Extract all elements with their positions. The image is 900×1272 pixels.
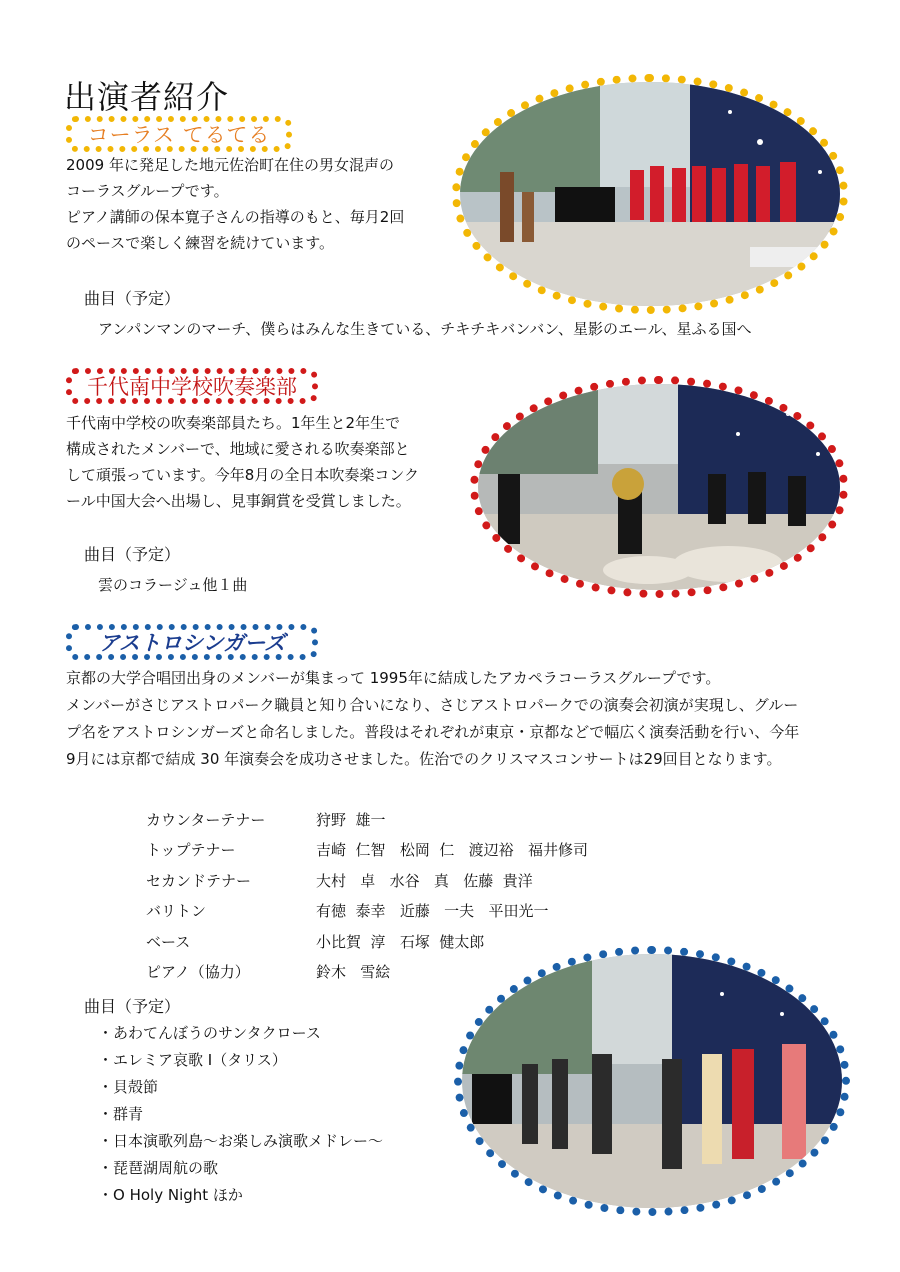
- section-heading-chorus-teruteru: [66, 116, 292, 152]
- page-title: 出演者紹介: [64, 78, 230, 116]
- member-row: [146, 896, 588, 927]
- member-row: [146, 926, 588, 957]
- member-names: 吉崎 仁智 松岡 仁 渡辺裕 福井修司: [316, 841, 588, 860]
- description-line: 京都の大学合唱団出身のメンバーが集まって 1995年に結成したアカペラコーラスグループです。: [66, 669, 721, 687]
- program-list: アンパンマンのマーチ、僕らはみんな生きている、チキチキバンバン、星影のエール、星ふる国へ: [98, 320, 752, 338]
- section-heading-astro-singers: [66, 624, 318, 660]
- astro-singers-photo: [454, 946, 850, 1216]
- member-row: [146, 804, 588, 835]
- section-heading-label: アストロシンガーズ: [98, 631, 286, 655]
- section-description: [66, 410, 456, 514]
- program-label: 曲目（予定）: [84, 545, 181, 564]
- song-item: ・日本演歌列島～お楽しみ演歌メドレー～: [98, 1132, 384, 1150]
- song-item: ・群青: [98, 1105, 144, 1123]
- description-line: して頑張っています。今年8月の全日本吹奏楽コンク: [66, 466, 420, 484]
- description-line: 構成されたメンバーで、地域に愛される吹奏楽部と: [66, 440, 410, 458]
- description-line: メンバーがさじアストロパーク職員と知り合いになり、さじアストロパークでの演奏会初演が実現し、グルー: [66, 696, 799, 714]
- member-part: ベース: [146, 932, 191, 951]
- description-line: プ名をアストロシンガーズと命名しました。普段はそれぞれが東京・京都などで幅広く演奏活動を行い、今年: [66, 723, 800, 741]
- brass-band-photo-image: [478, 384, 840, 590]
- member-names: 有徳 泰幸 近藤 一夫 平田光一: [316, 902, 549, 921]
- brass-band-photo: [470, 376, 848, 598]
- description-line: コーラスグループです。: [66, 182, 229, 200]
- member-part: カウンターテナー: [146, 810, 266, 829]
- song-item: ・琵琶湖周航の歌: [98, 1159, 219, 1177]
- song-item: ・O Holy Night ほか: [98, 1186, 243, 1204]
- description-line: 2009 年に発足した地元佐治町在住の男女混声の: [66, 156, 394, 174]
- song-item: ・あわてんぼうのサンタクロース: [98, 1024, 321, 1042]
- member-part: セカンドテナー: [146, 871, 252, 890]
- song-list: [98, 1020, 383, 1209]
- section-description: [66, 665, 846, 773]
- member-names: 鈴木 雪絵: [316, 963, 391, 982]
- description-line: 千代南中学校の吹奏楽部員たち。1年生と2年生で: [66, 414, 401, 432]
- section-heading-label: 千代南中学校吹奏楽部: [87, 375, 297, 399]
- member-row: [146, 835, 588, 866]
- description-line: 9月には京都で結成 30 年演奏会を成功させました。佐治でのクリスマスコンサートは29回目となります。: [66, 750, 782, 768]
- chorus-photo: [452, 74, 848, 314]
- section-heading-label: コーラス てるてる: [87, 123, 271, 147]
- member-part: ピアノ（協力）: [146, 963, 250, 982]
- section-description: [66, 152, 446, 256]
- program-label: 曲目（予定）: [84, 289, 181, 308]
- song-item: ・貝殻節: [98, 1078, 159, 1096]
- section-heading-brass-band: [66, 368, 318, 404]
- description-line: のペースで楽しく練習を続けています。: [66, 234, 335, 252]
- member-part: バリトン: [146, 902, 207, 921]
- program-label: 曲目（予定）: [84, 997, 181, 1016]
- member-list: [146, 804, 588, 987]
- description-line: ール中国大会へ出場し、見事銅賞を受賞しました。: [66, 492, 411, 510]
- member-names: 小比賀 淳 石塚 健太郎: [316, 932, 485, 951]
- member-row: [146, 865, 588, 896]
- program-list: 雲のコラージュ他１曲: [98, 576, 248, 594]
- member-names: 大村 卓 水谷 真 佐藤 貴洋: [316, 871, 533, 890]
- member-names: 狩野 雄一: [316, 810, 386, 829]
- song-item: ・エレミア哀歌 Ⅰ（タリス）: [98, 1051, 287, 1069]
- astro-singers-photo-image: [462, 954, 842, 1208]
- chorus-photo-image: [460, 82, 840, 306]
- description-line: ピアノ講師の保本寛子さんの指導のもと、毎月2回: [66, 208, 405, 226]
- member-part: トップテナー: [146, 841, 236, 860]
